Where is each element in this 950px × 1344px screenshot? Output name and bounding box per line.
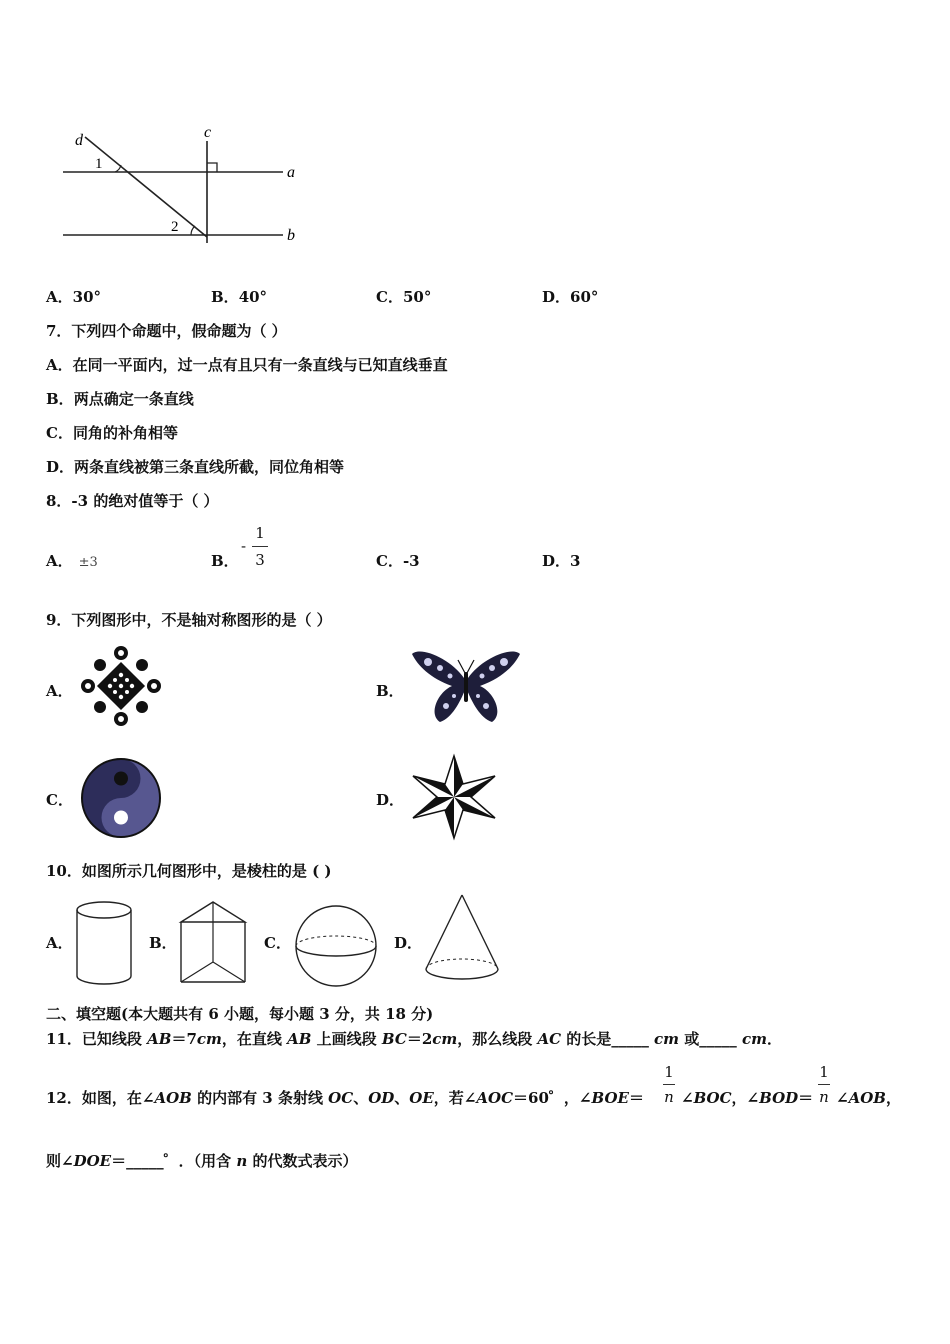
q8-option-b-fraction-bar <box>252 546 268 547</box>
q8-option-b-numerator: 1 <box>255 524 265 542</box>
label-angle-2: 2 <box>171 219 179 235</box>
q12-fraction-2-numerator: 1 <box>819 1063 829 1081</box>
q8-option-d: D．3 <box>542 552 581 570</box>
sphere-figure <box>293 905 379 987</box>
q9-option-b-letter: B． <box>376 682 404 700</box>
cylinder-figure <box>74 900 134 986</box>
q6-option-d: D．60° <box>542 288 599 306</box>
q7-option-a: A．在同一平面内，过一点有且只有一条直线与已知直线垂直 <box>46 356 448 374</box>
chinese-knot-figure <box>80 645 162 727</box>
q12-text-part3: ∠AOB， <box>836 1089 901 1107</box>
q11-blank-2: _____ <box>699 1030 737 1048</box>
q9-option-d-letter: D． <box>376 791 405 809</box>
q11-text: 11．已知线段 AB＝7cm，在直线 AB 上画线段 BC＝2cm，那么线段 AC 的长是_____ cm 或_____ cm． <box>46 1030 783 1048</box>
q9-option-c-letter: C． <box>46 791 73 809</box>
angle-2-arc <box>191 226 195 235</box>
q10-option-a-letter: A． <box>46 934 73 952</box>
section-2-title: 二、填空题(本大题共有 6 小题，每小题 3 分，共 18 分) <box>46 1005 434 1023</box>
q7-stem: 7．下列四个命题中，假命题为（ ） <box>46 322 287 340</box>
q9-stem: 9．下列图形中，不是轴对称图形的是（ ） <box>46 611 332 629</box>
q10-stem: 10．如图所示几何图形中，是棱柱的是 ( ) <box>46 862 332 880</box>
q12-text-part2: ∠BOC，∠BOD＝ <box>681 1089 814 1107</box>
q6-option-a: A．30° <box>46 288 102 306</box>
label-a: a <box>287 164 295 181</box>
q8-option-b-denominator: 3 <box>255 551 265 569</box>
q12-fraction-1-numerator: 1 <box>664 1063 674 1081</box>
label-c: c <box>204 124 212 141</box>
label-b: b <box>287 227 295 244</box>
parallel-lines-figure <box>55 125 315 250</box>
q12-fraction-2-bar <box>818 1084 830 1085</box>
q6-option-c: C．50° <box>376 288 432 306</box>
q12-blank: _____ <box>126 1152 164 1170</box>
butterfly-figure <box>410 648 522 728</box>
q8-option-b-letter: B． <box>211 552 239 570</box>
angle-1-arc <box>115 165 121 172</box>
q12-text-line2: 则∠DOE＝_____゜．（用含 n 的代数式表示） <box>46 1152 358 1170</box>
q8-option-a: A． ±3 <box>46 552 98 570</box>
q12-fraction-2-denominator: n <box>819 1088 829 1106</box>
q8-option-b-sign: - <box>241 537 247 555</box>
pinwheel-star-figure <box>411 754 497 840</box>
q12-fraction-1-denominator: n <box>664 1088 674 1106</box>
right-angle-mark <box>207 163 217 172</box>
line-d <box>85 137 207 237</box>
q6-option-b: B．40° <box>211 288 268 306</box>
q7-option-c: C．同角的补角相等 <box>46 424 178 442</box>
q10-option-d-letter: D． <box>394 934 423 952</box>
q12-text-part1: 12．如图，在∠AOB 的内部有 3 条射线 OC、OD、OE，若∠AOC＝60゜，∠BOE＝ <box>46 1089 644 1107</box>
q7-option-b: B．两点确定一条直线 <box>46 390 194 408</box>
label-d: d <box>75 132 83 149</box>
q7-option-d: D．两条直线被第三条直线所截，同位角相等 <box>46 458 345 476</box>
q8-stem: 8．-3 的绝对值等于（ ） <box>46 492 219 510</box>
yin-yang-figure <box>80 757 162 839</box>
q8-option-c: C．-3 <box>376 552 420 570</box>
q11-blank-1: _____ <box>611 1030 649 1048</box>
q12-fraction-1-bar <box>663 1084 675 1085</box>
q10-option-c-letter: C． <box>264 934 291 952</box>
triangular-prism-figure <box>178 900 248 986</box>
cone-figure <box>423 893 501 987</box>
q9-option-a-letter: A． <box>46 682 73 700</box>
q10-option-b-letter: B． <box>149 934 177 952</box>
label-angle-1: 1 <box>95 156 103 172</box>
